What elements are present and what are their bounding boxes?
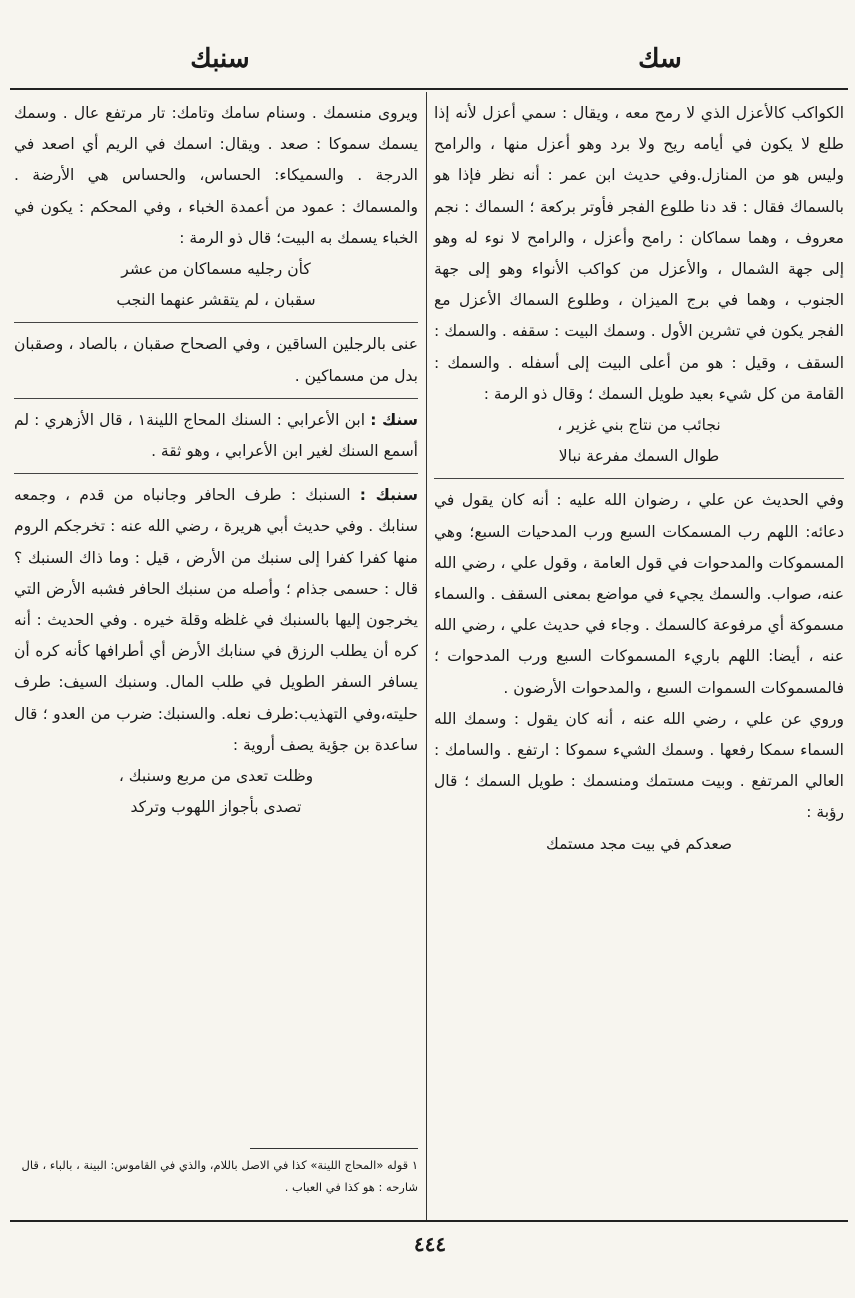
left-separator-1 bbox=[14, 322, 418, 323]
right-header-title: سك bbox=[638, 44, 682, 74]
left-column bbox=[14, 98, 418, 823]
page-number: ٤٤٤ bbox=[413, 1232, 447, 1256]
left-paragraph-2: عنى بالرجلين الساقين ، وفي الصحاح صقبان ، بالصاد ، وصقبان بدل من مسماكين . bbox=[14, 335, 418, 385]
left-verse-3: وظلت تعدى من مربع وسنبك ، bbox=[118, 767, 314, 786]
right-paragraph-1: الكواكب كالأعزل الذي لا رمح معه ، ويقال : سمي أعزل لأنه إذا طلع لا يكون في أيامه ريح ولا برد وهو أعزل منها ، والرامح وليس هو من المنازل.وفي حديث ابن عمر : أنه نظر فإذا هو بالسماك فقال : قد دنا طلوع الفجر فأوتر بركعة ؛ السماك : نجم معروف ، وهما سماكان : رامح وأعزل ، والرامح لا نوء له وهو إلى جهة الشمال ، والأعزل من كواكب الأنواء وهو إلى جهة الجنوب ، وهما في برج الميزان ، وطلوع السماك الأعزل مع الفجر يكون في تشرين الأول . وسمك البيت : سقفه . والسمك : السقف ، وقيل : هو من أعلى البيت إلى أسفله . والسمك : القامة من كل شيء بعيد طويل السمك ؛ وقال ذو الرمة : bbox=[434, 104, 844, 403]
footnote: ١ قوله «المحاج اللينة» كذا في الاصل باللام، والذي في القاموس: البينة ، بالباء ، قال شارحه : هو كذا في العباب . bbox=[21, 1158, 418, 1194]
right-separator-1 bbox=[434, 478, 844, 479]
bottom-rule bbox=[10, 1220, 848, 1222]
left-verse-1: كأن رجليه مسماكان من عشر bbox=[121, 260, 311, 279]
left-separator-2 bbox=[14, 398, 418, 399]
right-verse-3: صعدكم في بيت مجد مستمك bbox=[546, 834, 732, 853]
left-header-title: سنبك bbox=[190, 44, 250, 74]
entry-sunbuk-headword: سنبك : bbox=[359, 486, 418, 505]
entry-sunbuk-text: السنبك : طرف الحافر وجانباه من قدم ، وجمعه سنابك . وفي حديث أبي هريرة ، رضي الله عنه : تخرجكم الروم منها كفرا كفرا إلى سنبك من الأرض ، قيل : وما ذاك السنبك ؟ قال : حسمى جذام ؛ وأصله من سنبك الحافر فشبه الأرض التي يخرجون إليها بالسنبك في غلظه وقلة خيره . وفي الحديث : أنه كره أن يطلب الرزق في سنابك الأرض أي أطرافها كأنه كره أن يسافر السفر الطويل في طلب المال. وسنبك السيف: طرف حليته،وفي التهذيب:طرف نعله. والسنبك: ضرب من العدو ؛ قال ساعدة بن جؤية يصف أروية : bbox=[14, 486, 418, 754]
left-paragraph-1: ويروى منسمك . وسنام سامك وتامك: تار مرتفع عال . وسمك يسمك سموكا : صعد . ويقال: اسمك في الريم أي اصعد في الدرجة . والسميكاء: الحساس، والحساس هي الأرضة . والمسماك : عمود من أعمدة الخباء ، وفي المحكم : يكون في الخباء يسمك به البيت؛ قال ذو الرمة : bbox=[14, 104, 418, 247]
right-verse-2: طوال السمك مفرعة نبالا bbox=[558, 447, 720, 466]
right-verse-1: نجائب من نتاج بني غزير ، bbox=[557, 416, 721, 435]
column-divider bbox=[426, 92, 427, 1220]
left-separator-3 bbox=[14, 473, 418, 474]
right-paragraph-2: وفي الحديث عن علي ، رضوان الله عليه : أنه كان يقول في دعائه: اللهم رب المسمكات السبع ورب المدحيات السبع؛ وهي المسموكات والمدحوات في قول العامة ، وقول علي ، رضي الله عنه، صواب. والسمك يجيء في مواضع بمعنى السقف . والسماء مسموكة أي مرفوعة كالسمك . وجاء في حديث علي ، رضي الله عنه ، أيضا: اللهم باريء المسموكات السبع ورب المدحوات ؛ فالمسموكات السموات السبع ، والمدحوات الأرضون . bbox=[434, 491, 844, 697]
right-column bbox=[434, 98, 844, 860]
top-rule bbox=[10, 88, 848, 90]
left-verse-4: تصدى بأجواز اللهوب وتركد bbox=[130, 798, 302, 817]
right-paragraph-3: وروي عن علي ، رضي الله عنه ، أنه كان يقول : وسمك الله السماء سمكا رفعها . وسمك الشيء سموكا : ارتفع . والسامك : العالي المرتفع . وبيت مستمك ومنسمك : طويل السمك ؛ قال رؤبة : bbox=[434, 709, 844, 822]
entry-sanak-text: ابن الأعرابي : السنك المحاج اللينة١ ، قال الأزهري : لم أسمع السنك لغير ابن الأعرابي ، وهو ثقة . bbox=[14, 410, 418, 461]
footnote-rule bbox=[250, 1148, 418, 1149]
entry-sanak-headword: سنك : bbox=[370, 410, 418, 429]
entry-sanak bbox=[14, 405, 418, 467]
entry-sunbuk bbox=[14, 480, 418, 761]
left-verse-2: سقبان ، لم يتقشر عنهما النجب bbox=[116, 291, 316, 310]
